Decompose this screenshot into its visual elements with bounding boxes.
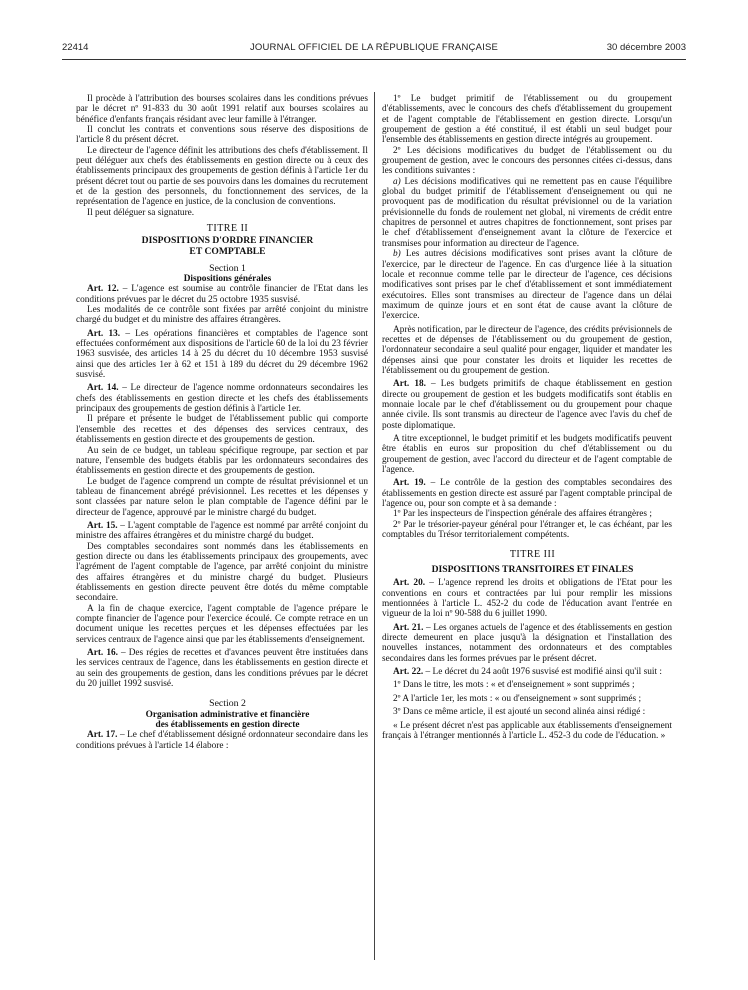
titre-subheading: DISPOSITIONS TRANSITOIRES ET FINALES: [431, 563, 634, 575]
paragraph: Il procède à l'attribution des bourses scolaires dans les conditions prévues par le décret nº 91-833 du 30 août 1991 relatif aux bourses scolaires au bénéfice d'enfants français résidant avec leur famille à l'étranger.: [76, 94, 368, 125]
paragraph: A la fin de chaque exercice, l'agent comptable de l'agence prépare le compte financier de l'agence pour l'exercice écoulé. Ce compte retrace en un document unique les recettes perçues et les dépenses effectuées par les services centraux de l'agence ainsi que par les établissements d'enseignement.: [76, 603, 368, 645]
titre-heading: TITRE II: [206, 223, 249, 235]
article-text: – Le contrôle de la gestion des comptables secondaires des établissements en gestion directe est assuré par l'agent comptable principal de l'agence ou, pour son compte et à sa demande :: [382, 478, 672, 510]
section-heading: Section 2: [209, 698, 246, 710]
paragraph: Le directeur de l'agence définit les attributions des chefs d'établissement. Il peut déléguer aux chefs des établissements en gestion directe ou à ceux des établissements principaux des groupements de gestion définis à l'article 1er du présent décret tout ou partie de ses pouvoirs dans les domaines du recrutement et de la gestion des personnels, du fonctionnement des services, de la représentation de l'agence en justice, de la conclusion de conventions.: [76, 145, 368, 208]
section-subheading: Dispositions générales: [183, 274, 272, 284]
paragraph: 1º Le budget primitif de l'établissement ou du groupement d'établissements, avec le concours des chefs d'établissement du groupement et de l'agent comptable de l'établissement en gestion directe. Lorsqu'un groupement de gestion a été constitué, il est établi un seul budget pour l'ensemble des établissements en gestion directe intégrés au groupement.: [382, 94, 672, 146]
article-label: Art. 20.: [393, 578, 426, 589]
publication-date: 30 décembre 2003: [606, 42, 686, 53]
paragraph: Les modalités de ce contrôle sont fixées par arrêté conjoint du ministre chargé du budget et du ministre des affaires étrangères.: [76, 305, 368, 326]
paragraph: [382, 249, 672, 321]
paragraph: Après notification, par le directeur de l'agence, des crédits prévisionnels de recettes et de dépenses de l'établissement ou du groupement de gestion, l'ordonnateur secondaire a seul qualité pour engager, liquider et mandater les dépenses ainsi que pour constater les droits et liquider les recettes de l'établissement ou du groupement de gestion.: [382, 324, 672, 376]
article-14: [76, 383, 368, 414]
paragraph: 2º Les décisions modificatives du budget de l'établissement ou du groupement de gestion, avec le concours des personnes citées ci-dessus, dans les conditions suivantes :: [382, 145, 672, 177]
paragraph: [382, 177, 672, 249]
article-text: – Des régies de recettes et d'avances peuvent être instituées dans les services centraux de l'agence, dans les établissements en gestion directe et au sein des groupements de gestion, dans les conditions prévues par le décret du 20 juillet 1992 susvisé.: [76, 648, 368, 690]
paragraph: 1º Par les inspecteurs de l'inspection générale des affaires étrangères ;: [393, 509, 652, 520]
paragraph: « Le présent décret n'est pas applicable aux établissements d'enseignement français à l'étranger mentionnés à l'article L. 452-3 du code de l'éducation. »: [382, 720, 672, 741]
article-label: Art. 21.: [393, 622, 424, 633]
article-20: [382, 578, 672, 619]
column-divider: [374, 92, 375, 960]
item-text: Les autres décisions modificatives sont prises avant la clôture de l'exercice, par le directeur de l'agence. En cas d'urgence liée à la situation locale et reconnue comme telle par le directeur de l'agence, ces décisions modificatives sont prises par le chef d'établissement et sont immédiatement exécutoires. Elles sont transmises au directeur de l'agence dans un délai maximum de quinze jours et en sont état de cause avant la clôture de l'exercice.: [382, 249, 672, 322]
right-column: [382, 94, 672, 741]
article-text: – Les organes actuels de l'agence et des établissements en gestion directe demeurent en place jusqu'à la désignation et l'installation des nouvelles instances, notamment des ordonnateurs et des comptables secondaires dans les formes prévues par le présent décret.: [382, 622, 672, 664]
section-heading: Section 1: [209, 262, 246, 274]
article-text: – L'agence est soumise au contrôle financier de l'Etat dans les conditions prévues par le décret du 25 octobre 1935 susvisé.: [76, 284, 368, 305]
article-text: – Le directeur de l'agence nomme ordonnateurs secondaires les chefs des établissements en gestion directe et les chefs des établissements principaux des groupements de gestion définis à l'article 1er.: [76, 383, 368, 415]
article-label: Art. 18.: [393, 379, 426, 390]
paragraph: 2º A l'article 1er, les mots : « ou d'enseignement » sont supprimés ;: [393, 693, 642, 704]
paragraph: 2º Par le trésorier-payeur général pour l'étranger et, le cas échéant, par les comptables du Trésor territorialement compétents.: [382, 519, 672, 541]
paragraph: Il peut déléguer sa signature.: [87, 207, 195, 218]
article-text: – Les budgets primitifs de chaque établissement en gestion directe ou groupement de gestion et les budgets modificatifs sont établis en monnaie locale par le chef d'établissement ou du groupement pour chaque année civile. Ils sont transmis au directeur de l'agence avec l'avis du chef de poste diplomatique.: [382, 379, 672, 431]
titre-subheading: DISPOSITIONS D'ORDRE FINANCIER: [141, 235, 314, 247]
section-subheading: Organisation administrative et financière: [145, 709, 310, 720]
journal-title: JOURNAL OFFICIEL DE LA RÉPUBLIQUE FRANÇAISE: [249, 42, 499, 53]
item-label: b): [393, 249, 401, 260]
article-15: [76, 521, 368, 542]
left-column: [76, 94, 368, 751]
article-text: – L'agence reprend les droits et obligations de l'Etat pour les conventions en cours et contractées par lui pour remplir les missions mentionnées à l'article L. 452-2 du code de l'éducation avant l'entrée en vigueur de la loi nº 90-588 du 6 juillet 1990.: [382, 578, 672, 620]
paragraph: A titre exceptionnel, le budget primitif et les budgets modificatifs peuvent être établis en euros sur proposition du chef d'établissement ou du groupement de gestion, avec l'accord du directeur et de l'agent comptable de l'agence.: [382, 434, 672, 476]
article-label: Art. 19.: [393, 478, 426, 489]
paragraph: Des comptables secondaires sont nommés dans les établissements en gestion directe ou dans les établissements principaux des groupements, avec l'agrément de l'agent comptable de l'agence, par arrêté conjoint du ministre des affaires étrangères et du ministre chargé du budget. Plusieurs établissements en gestion directe peuvent être dotés du même comptable secondaire.: [76, 541, 368, 604]
article-18: [382, 379, 672, 431]
article-label: Art. 16.: [87, 648, 118, 659]
article-label: Art. 17.: [87, 730, 118, 741]
article-text: – Le décret du 24 août 1976 susvisé est modifié ainsi qu'il suit :: [423, 667, 662, 678]
article-12: [76, 284, 368, 305]
header-rule: [62, 59, 686, 60]
paragraph: Il prépare et présente le budget de l'établissement public qui comporte l'ensemble des recettes et des dépenses des services centraux, des établissements en gestion directe et des groupements de gestion.: [76, 414, 368, 446]
page-header: [62, 42, 686, 58]
article-label: Art. 13.: [87, 328, 121, 339]
article-16: [76, 648, 368, 689]
titre-heading: TITRE III: [509, 549, 556, 561]
article-13: [76, 329, 368, 381]
article-label: Art. 22.: [393, 667, 424, 678]
article-22: [382, 667, 672, 677]
article-text: – Le chef d'établissement désigné ordonnateur secondaire dans les conditions prévues à l'article 14 élabore :: [76, 730, 368, 751]
section-subheading: des établissements en gestion directe: [155, 720, 300, 731]
paragraph: 1º Dans le titre, les mots : « et d'enseignement » sont supprimés ;: [393, 680, 635, 691]
article-label: Art. 15.: [87, 520, 118, 531]
article-text: – L'agent comptable de l'agence est nommé par arrêté conjoint du ministre des affaires étrangères et du ministre chargé du budget.: [76, 520, 368, 542]
article-21: [382, 623, 672, 664]
article-text: – Les opérations financières et comptables de l'agence sont effectuées conformément aux dispositions de l'article 60 de la loi du 23 février 1963 susvisée, des articles 14 à 25 du décret du 10 décembre 1953 susvisé ainsi que des articles 1er à 62 et 151 à 189 du décret du 29 décembre 1962 susvisé.: [76, 328, 368, 381]
paragraph: 3º Dans ce même article, il est ajouté un second alinéa ainsi rédigé :: [393, 707, 646, 718]
item-label: a): [393, 176, 401, 187]
item-text: Les décisions modificatives qui ne remettent pas en cause l'équilibre global du budget primitif de l'établissement d'enseignement ou qui ne provoquent pas de modification du résultat prévisionnel ou de la variation prévisionnelle du fonds de roulement net global, ni virements de crédit entre chapitres de personnel et autres chapitres de fonctionnement, sont prises par le chef d'établissement d'enseignement avant la clôture de l'exercice et transmises pour information au directeur de l'agence.: [382, 176, 672, 249]
paragraph: Il conclut les contrats et conventions sous réserve des dispositions de l'article 8 du présent décret.: [76, 125, 368, 146]
paragraph: Au sein de ce budget, un tableau spécifique regroupe, par section et par nature, l'ensemble des budgets établis par les ordonnateurs secondaires des établissements en gestion directe et des groupements de gestion.: [76, 445, 368, 477]
paragraph: Le budget de l'agence comprend un compte de résultat prévisionnel et un tableau de financement abrégé prévisionnel. Les recettes et les dépenses y sont classées par nature selon le plan comptable de l'agence défini par le directeur de l'agence, approuvé par le ministre chargé du budget.: [76, 476, 368, 518]
article-17: [76, 730, 368, 751]
article-19: [382, 478, 672, 509]
article-label: Art. 14.: [87, 383, 119, 394]
article-label: Art. 12.: [87, 284, 119, 295]
titre-subheading: ET COMPTABLE: [189, 246, 266, 258]
page-number: 22414: [62, 42, 89, 53]
